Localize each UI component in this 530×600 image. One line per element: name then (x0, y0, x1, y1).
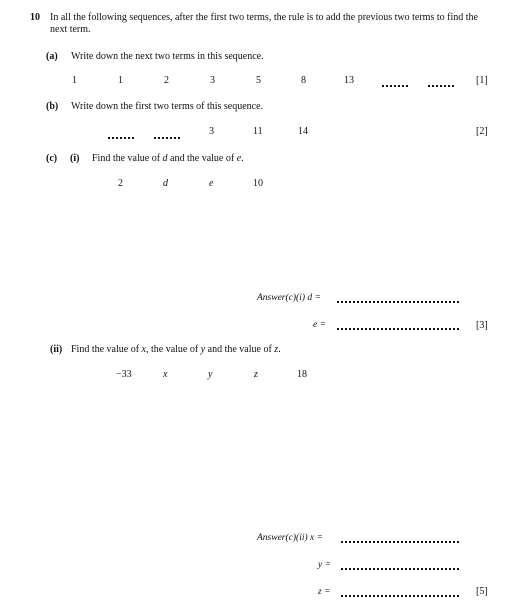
marks-c-ii: [5] (476, 586, 488, 597)
seq-c-ii-term: x (163, 369, 168, 380)
seq-b-term: 14 (298, 126, 308, 137)
seq-c-i-term: 10 (253, 178, 263, 189)
answer-field-y[interactable] (341, 568, 459, 570)
seq-c-i-term: e (209, 178, 214, 189)
answer-blank-a-1[interactable] (382, 85, 408, 87)
question-intro: In all the following sequences, after the first two terms, the rule is to add the previous two terms to find the next term. (50, 12, 478, 35)
part-a-label: (a) (46, 51, 58, 62)
answer-label-y: y = (318, 560, 332, 570)
answer-field-z[interactable] (341, 595, 459, 597)
answer-label-d: Answer(c)(i) d = (257, 293, 321, 303)
seq-a-term: 1 (118, 75, 123, 86)
answer-field-e[interactable] (337, 328, 459, 330)
seq-c-ii-term: 18 (297, 369, 307, 380)
seq-c-i-term: 2 (118, 178, 123, 189)
marks-b: [2] (476, 126, 488, 137)
part-c-label: (c) (46, 153, 58, 164)
seq-c-ii-term: −33 (116, 369, 132, 380)
answer-label-e: e = (313, 320, 327, 330)
answer-blank-b-1[interactable] (108, 137, 134, 139)
answer-field-d[interactable] (337, 301, 459, 303)
seq-a-term: 5 (256, 75, 261, 86)
part-c-i-label: (i) (70, 153, 80, 164)
part-a-instruction: Write down the next two terms in this sequence. (71, 51, 264, 62)
answer-blank-a-2[interactable] (428, 85, 454, 87)
part-c-i-instruction: Find the value of d and the value of e. (92, 153, 244, 164)
seq-a-term: 3 (210, 75, 215, 86)
marks-a: [1] (476, 75, 488, 86)
seq-c-i-term: d (163, 178, 168, 189)
answer-label-z: z = (318, 587, 331, 597)
seq-a-term: 13 (344, 75, 354, 86)
answer-label-x: Answer(c)(ii) x = (257, 533, 324, 543)
part-c-ii-instruction: Find the value of x, the value of y and the value of z. (71, 344, 281, 355)
answer-blank-b-2[interactable] (154, 137, 180, 139)
seq-c-ii-term: y (208, 369, 213, 380)
part-c-ii-label: (ii) (50, 344, 63, 355)
question-number: 10 (30, 12, 40, 23)
seq-b-term: 3 (209, 126, 214, 137)
part-b-instruction: Write down the first two terms of this sequence. (71, 101, 264, 112)
answer-field-x[interactable] (341, 541, 459, 543)
marks-c-i: [3] (476, 320, 488, 331)
seq-b-term: 11 (253, 126, 263, 137)
seq-a-term: 8 (301, 75, 306, 86)
seq-a-term: 1 (72, 75, 77, 86)
seq-c-ii-term: z (254, 369, 258, 380)
part-b-label: (b) (46, 101, 59, 112)
seq-a-term: 2 (164, 75, 169, 86)
